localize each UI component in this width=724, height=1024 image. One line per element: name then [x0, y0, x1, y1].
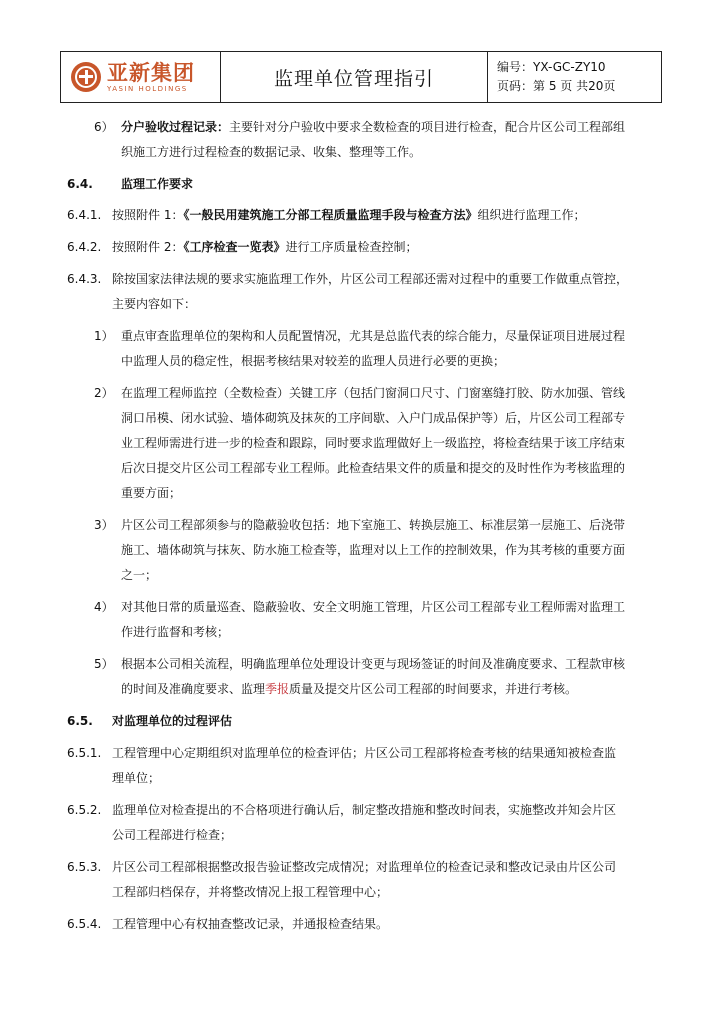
item-number: 4） — [94, 600, 114, 614]
meta-cell — [488, 52, 661, 102]
clause-number: 6.5.4. — [67, 917, 102, 931]
clause-number: 6.4.2. — [67, 240, 102, 254]
code-label: 编号： — [497, 60, 534, 74]
item6-text: 主要针对分户验收中要求全数检查的项目进行检查，配合片区公司工程部组 — [229, 120, 626, 134]
item3-line2: 施工、墙体砌筑与抹灰、防水施工检查等，监理对以上工作的控制效果，作为其考核的重要方面 — [121, 543, 626, 557]
item-text: 质量及提交片区公司工程部的时间要求，并进行考核。 — [289, 682, 578, 696]
item-text: 的时间及准确度要求、监理 — [121, 682, 266, 696]
clause-6-5-3-line2: 工程部归档保存，并将整改情况上报工程管理中心； — [112, 885, 389, 899]
section-title: 对监理单位的过程评估 — [112, 714, 233, 728]
clause-number: 6.4.3. — [67, 272, 102, 286]
item4-line2: 作进行监督和考核； — [121, 625, 230, 639]
item-number: 6） — [94, 120, 114, 134]
company-name-en: YASIN HOLDINGS — [107, 84, 188, 93]
highlighted-term: 季报 — [265, 682, 290, 696]
item2-line2: 洞口吊模、闭水试验、墙体砌筑及抹灰的工序间歇、入户门成品保护等）后，片区公司工程部专 — [121, 411, 626, 425]
logo-text — [107, 61, 195, 94]
clause-6-5-1-line1: 工程管理中心定期组织对监理单位的检查评估；片区公司工程部将检查考核的结果通知被检查监 — [112, 746, 617, 760]
page-number — [497, 77, 661, 96]
section-title: 监理工作要求 — [121, 177, 194, 191]
attachment-title: 《工序检查一览表》 — [183, 240, 286, 254]
company-name-cn: 亚新集团 — [107, 60, 195, 85]
clause-text: 按照附件 1： — [112, 208, 184, 222]
item2-line5: 重要方面； — [121, 486, 182, 500]
section-number: 6.4. — [67, 177, 93, 191]
clause-number: 6.5.2. — [67, 803, 102, 817]
item6-title: 分户验收过程记录： — [121, 120, 230, 134]
clause-number: 6.5.3. — [67, 860, 102, 874]
clause-6-5-3-line1: 片区公司工程部根据整改报告验证整改完成情况；对监理单位的检查记录和整改记录由片区公司 — [112, 860, 617, 874]
clause-6-4-3-line1: 除按国家法律法规的要求实施监理工作外，片区公司工程部还需对过程中的重要工作做重点管控， — [112, 272, 629, 286]
clause-6-5-2-line1: 监理单位对检查提出的不合格项进行确认后，制定整改措施和整改时间表，实施整改并知会片区 — [112, 803, 617, 817]
attachment-title: 《一般民用建筑施工分部工程质量监理手段与检查方法》 — [183, 208, 478, 222]
document-title: 监理单位管理指引 — [273, 67, 434, 90]
clause-6-4-2 — [112, 240, 417, 254]
clause-6-4-1 — [112, 208, 585, 222]
document-code — [497, 58, 661, 77]
logo-cell — [61, 52, 221, 102]
title-cell — [221, 52, 488, 102]
clause-text: 按照附件 2： — [112, 240, 184, 254]
code-value: YX-GC-ZY10 — [533, 60, 606, 74]
clause-6-5-1-line2: 理单位； — [112, 771, 161, 785]
section-number: 6.5. — [67, 714, 93, 728]
item1-line2: 中监理人员的稳定性，根据考核结果对较差的监理人员进行必要的更换； — [121, 354, 506, 368]
item6-line2: 织施工方进行过程检查的数据记录、收集、整理等工作。 — [121, 145, 422, 159]
item3-line1: 片区公司工程部须参与的隐蔽验收包括：地下室施工、转换层施工、标准层第一层施工、后浇带 — [121, 518, 626, 532]
item-number: 1） — [94, 329, 114, 343]
clause-6-5-4-line1: 工程管理中心有权抽查整改记录，并通报检查结果。 — [112, 917, 389, 931]
item4-line1: 对其他日常的质量巡查、隐蔽验收、安全文明施工管理，片区公司工程部专业工程师需对监理工 — [121, 600, 626, 614]
item5-line1: 根据本公司相关流程，明确监理单位处理设计变更与现场签证的时间及准确度要求、工程款审核 — [121, 657, 626, 671]
clause-number: 6.4.1. — [67, 208, 102, 222]
item2-line4: 后次日提交片区公司工程部专业工程师。此检查结果文件的质量和提交的及时性作为考核监理的 — [121, 461, 626, 475]
item5-line2 — [121, 682, 577, 696]
item3-line3: 之一； — [121, 568, 158, 582]
clause-number: 6.5.1. — [67, 746, 102, 760]
page-label: 页码： — [497, 79, 534, 93]
item-number: 3） — [94, 518, 114, 532]
item2-line3: 业工程师需进行进一步的检查和跟踪，同时要求监理做好上一级监控，将检查结果于该工序结束 — [121, 436, 626, 450]
clause-6-4-3-line2: 主要内容如下： — [112, 297, 197, 311]
item-number: 5） — [94, 657, 114, 671]
item6-line1 — [121, 120, 625, 134]
page-value: 第 5 页 共20页 — [533, 79, 616, 93]
clause-text: 组织进行监理工作； — [477, 208, 586, 222]
document-header — [60, 51, 662, 103]
clause-text: 进行工序质量检查控制； — [285, 240, 418, 254]
company-logo-icon — [71, 62, 101, 92]
item1-line1: 重点审查监理单位的架构和人员配置情况，尤其是总监代表的综合能力，尽量保证项目进展过程 — [121, 329, 626, 343]
item2-line1: 在监理工程师监控（全数检查）关键工序（包括门窗洞口尺寸、门窗塞缝打胶、防水加强、管线 — [121, 386, 626, 400]
item-number: 2） — [94, 386, 114, 400]
clause-6-5-2-line2: 公司工程部进行检查； — [112, 828, 233, 842]
